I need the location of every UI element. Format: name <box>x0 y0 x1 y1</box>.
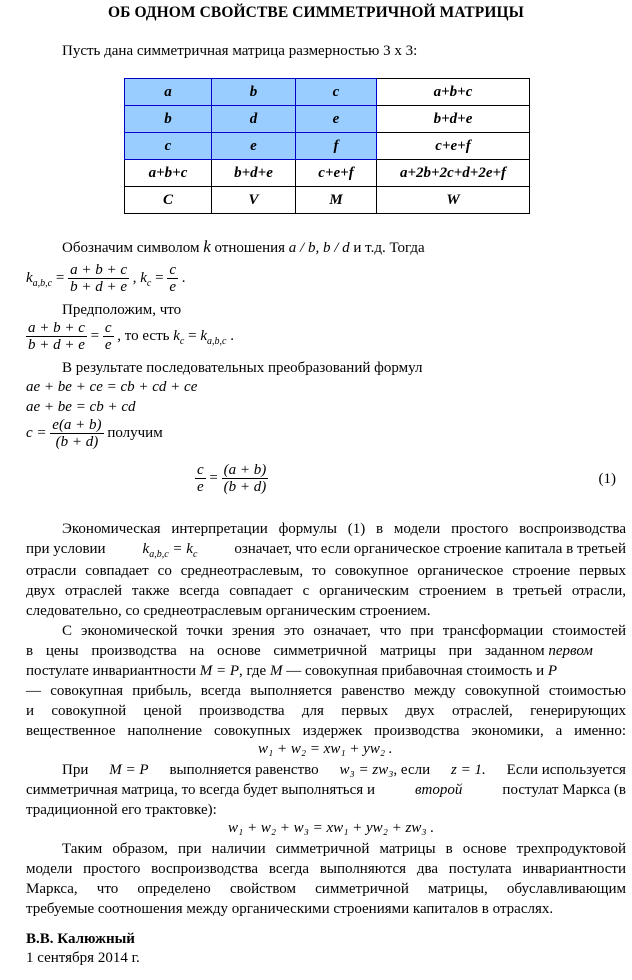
text-span: постулате инвариантности <box>26 663 196 679</box>
paragraph-line: Маркса, что определено свойством симметричной матрицы, обуславливающим <box>26 881 626 897</box>
formula-assumption: $\frac{a + b + c}{b + d + e}$ = $\frac{c}{e}$ , то есть $k_c = k_{a,b,c}$ . <box>28 320 234 353</box>
emphasis: второй <box>415 782 463 798</box>
table-row <box>125 133 530 160</box>
equation-text: ae + be + ce = cb + cd + ce <box>26 379 198 395</box>
matrix-cell: b <box>125 106 212 133</box>
equation-text: w₁ + w₂ = xw₁ + yw₂ . <box>258 741 393 757</box>
intro-text: Пусть дана симметричная матрица размерностью 3 х 3: <box>62 43 418 59</box>
matrix-cell: c <box>125 133 212 160</box>
matrix-cell: c <box>296 79 377 106</box>
paragraph-line: модели простого воспроизводства всегда выполняются два постулата инвариантности <box>26 861 626 877</box>
equation-line <box>258 741 393 758</box>
table-row <box>125 187 530 214</box>
equation-text: = k <box>172 541 193 557</box>
matrix-cell: a <box>125 79 212 106</box>
denominator: (b + d) <box>223 479 267 495</box>
fraction <box>50 417 103 450</box>
numerator: e(a + b) <box>52 417 102 433</box>
text-span: при условии <box>26 541 106 557</box>
paragraph-line: традиционной его трактовке): <box>26 802 217 818</box>
fraction <box>195 462 206 495</box>
subscript: a,b,c <box>207 335 227 347</box>
transformations-text: В результате последовательных преобразований формул <box>62 360 423 376</box>
text-span: — совокупная прибавочная стоимость и <box>286 663 545 679</box>
label-cell: M <box>296 187 377 214</box>
table-row <box>125 79 530 106</box>
subscript: c <box>179 335 185 347</box>
symbol-k: k <box>200 327 208 344</box>
symbol-m: M <box>269 663 283 679</box>
subscript: a,b,c <box>149 549 169 560</box>
paragraph-line: отрасли совпадает со среднеотраслевым, то совокупное органическое строение первых <box>26 563 626 579</box>
equation-text: c = <box>26 424 47 441</box>
equation-number: (1) <box>598 471 616 487</box>
matrix-cell: e <box>296 106 377 133</box>
denominator: e <box>197 479 204 495</box>
paragraph-line: вещественное наполнение совокупных издержек производства экономики, а именно: <box>26 723 626 739</box>
equation-text: w₁ + w₂ + w₃ = xw₁ + yw₂ + zw₃ . <box>228 820 435 836</box>
paragraph-line: Таким образом, при наличии симметричной матрицы в основе трехпродуктовой <box>62 841 626 857</box>
col-sum-cell: b+d+e <box>212 160 296 187</box>
matrix-cell: f <box>296 133 377 160</box>
numerator: c <box>197 462 204 478</box>
paragraph-line <box>26 663 557 680</box>
col-sum-cell: c+e+f <box>296 160 377 187</box>
row-sum-cell: b+d+e <box>377 106 530 133</box>
numerator: a + b + c <box>70 262 127 278</box>
equation-line <box>228 820 434 837</box>
formula-k-definition: $k_{a,b,c}$ = $\frac{a + b + c}{b + d + e}$ , $k_c$ = $\frac{c}{e}$ . <box>26 262 186 295</box>
text-span: симметричная матрица, то всегда будет выполняться и <box>26 782 375 798</box>
paragraph-line: двух отраслей также всегда совпадает с органическим строением в третьей отрасли, <box>26 583 626 599</box>
text-span: , если <box>393 762 431 778</box>
matrix-cell: d <box>212 106 296 133</box>
row-sum-cell: c+e+f <box>377 133 530 160</box>
symbol-k: k <box>173 327 180 344</box>
text-span: и т.д. Тогда <box>353 240 425 256</box>
equation-text: z = 1. <box>451 762 486 778</box>
text-span: Обозначим символом <box>62 240 200 256</box>
table-row <box>125 160 530 187</box>
subscript: a,b,c <box>32 277 53 289</box>
paragraph-line <box>26 643 593 660</box>
text-span: означает, что если органическое строение капитала в третьей <box>234 541 626 557</box>
suppose-text: Предположим, что <box>62 302 182 318</box>
fraction <box>68 262 129 295</box>
col-sum-cell: a+b+c <box>125 160 212 187</box>
label-cell: C <box>125 187 212 214</box>
paragraph-line: Экономическая интерпретации формулы (1) в модели простого воспроизводства <box>62 521 626 537</box>
matrix-cell: e <box>212 133 296 160</box>
text-span: отношения <box>214 240 286 256</box>
numerator: a + b + c <box>28 320 85 336</box>
denominator: e <box>104 337 112 353</box>
text-span: выполняется равенство <box>169 762 319 778</box>
equation-3 <box>26 417 163 450</box>
equation-text: M = P <box>199 663 240 679</box>
numerator: c <box>104 320 112 336</box>
paragraph-line: и совокупной ценой производства для первых двух отраслей, генерирующих <box>26 703 626 719</box>
paragraph-line <box>26 762 626 779</box>
symbol-k: k <box>140 269 147 286</box>
label-cell: W <box>377 187 530 214</box>
paragraph-line <box>26 541 626 560</box>
symmetric-matrix-table <box>124 78 530 214</box>
paragraph-line: С экономической точки зрения это означает, что при трансформации стоимостей <box>62 623 626 639</box>
fraction <box>167 262 178 295</box>
date-text: 1 сентября 2014 г. <box>26 950 140 966</box>
label-cell: V <box>212 187 296 214</box>
text-span: в цены производства на основе симметричной матрицы при заданном <box>26 643 545 659</box>
matrix-cell: b <box>212 79 296 106</box>
emphasis: первом <box>548 643 593 659</box>
numerator: c <box>169 262 177 278</box>
fraction <box>222 462 269 495</box>
ratio-expression: a / b, b / d <box>288 240 350 256</box>
condition-formula <box>143 541 198 560</box>
equation-text: M = P <box>109 762 149 778</box>
paragraph-line <box>26 782 626 799</box>
text-span: то есть <box>124 327 170 344</box>
text-span: , где <box>239 663 267 679</box>
text-span: получим <box>107 424 163 441</box>
definition-line <box>62 237 425 257</box>
symbol-k: k <box>26 269 33 286</box>
symbol-k: k <box>203 237 211 256</box>
fraction <box>26 320 87 353</box>
symbol-k: k <box>142 541 150 557</box>
page-title: ОБ ОДНОМ СВОЙСТВЕ СИММЕТРИЧНОЙ МАТРИЦЫ <box>107 4 524 21</box>
numerator: (a + b) <box>223 462 267 478</box>
symbol-p: P <box>547 663 558 679</box>
row-sum-cell: a+b+c <box>377 79 530 106</box>
text-span: При <box>62 762 89 778</box>
equation-text: w₃ = zw₃ <box>339 762 394 778</box>
text-span: Если используется <box>506 762 626 778</box>
equation-2 <box>26 399 136 416</box>
total-sum-cell: a+2b+2c+d+2e+f <box>377 160 530 187</box>
equation-1 <box>26 379 197 396</box>
subscript: c <box>146 277 152 289</box>
text-span: постулат Маркса (в <box>502 782 626 798</box>
equation-text: ae + be = cb + cd <box>26 399 136 415</box>
denominator: b + d + e <box>70 279 127 295</box>
denominator: e <box>169 279 177 295</box>
author-name: В.В. Калюжный <box>26 931 135 947</box>
paragraph-line: требуемые соотношения между органическими строениями капиталов в отраслях. <box>26 901 554 917</box>
paragraph-line: — совокупная прибыль, всегда выполняется равенство между совокупной стоимостью <box>26 683 626 699</box>
paragraph-line: следовательно, со среднеотраслевым органическим строением. <box>26 603 431 619</box>
fraction <box>103 320 114 353</box>
denominator: (b + d) <box>55 434 99 450</box>
denominator: b + d + e <box>28 337 85 353</box>
table-row <box>125 106 530 133</box>
subscript: c <box>192 549 198 560</box>
equation-main: $\frac{c}{e}$ = $\frac{(a + b)}{(b + d)}$ <box>197 462 267 495</box>
